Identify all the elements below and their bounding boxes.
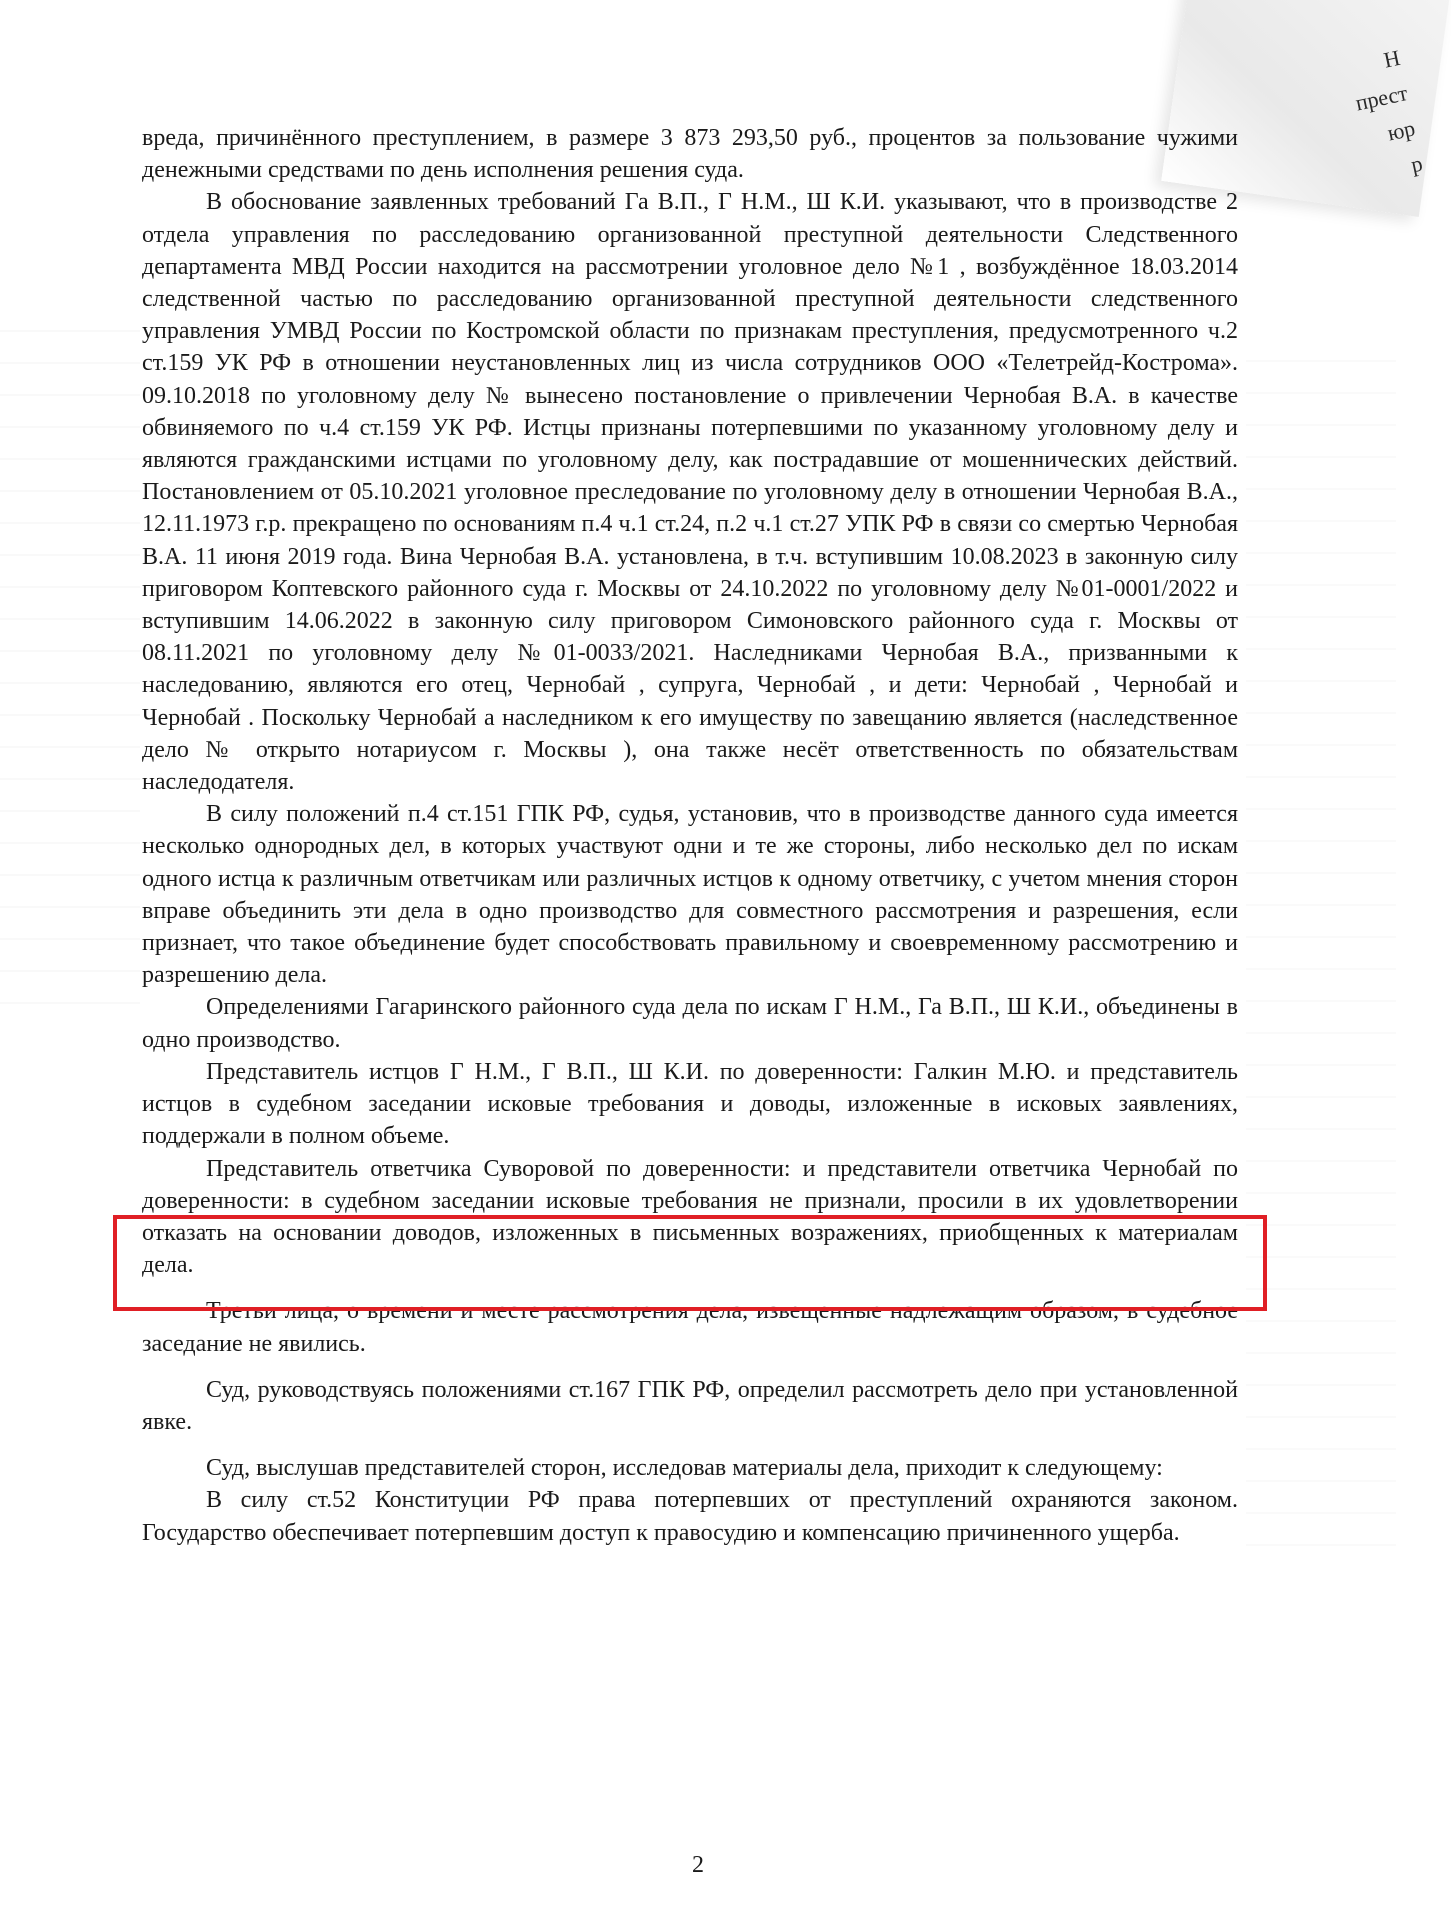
paragraph-plaintiff-representative: Представитель истцов Г Н.М., Г В.П., Ш К.И. по доверенности: Галкин М.Ю. и представитель истцов в судебном заседании исковые требования и доводы, изложенные в исковых заявлениях, поддержали в полном объеме.	[142, 1058, 1238, 1150]
reverse-side-bleed	[0, 330, 140, 1030]
paragraph-art-167: Суд, руководствуясь положениями ст.167 ГПК РФ, определил рассмотреть дело при установленной явке.	[142, 1376, 1238, 1435]
corner-text-fragment: Н прест юр р	[1353, 44, 1425, 178]
paragraph-third-parties: Третьи лица, о времени и месте рассмотрения дела, извещенные надлежащим образом, в судебное заседание не явились.	[142, 1298, 1238, 1357]
paragraph-gpk-151: В силу положений п.4 ст.151 ГПК РФ, судья, установив, что в производстве данного суда имеется несколько однородных дел, в которых участвуют одни и те же стороны, либо несколько дел по искам одного истца к различным ответчикам или различных истцов к одному ответчику, с учетом мнения сторон вправе объединить эти дела в одно производство для совместного рассмотрения и разрешения, если признает, что такое объединение будет способствовать правильному и своевременному рассмотрению и разрешению дела.	[142, 801, 1238, 989]
reverse-side-bleed-right	[1246, 360, 1396, 1560]
paragraph-damages: вреда, причинённого преступлением, в размере 3 873 293,50 руб., процентов за пользование чужими денежными средствами по день исполнения решения суда.	[142, 125, 1238, 184]
page-number: 2	[692, 1852, 704, 1878]
paragraph-court-finds: Суд, выслушав представителей сторон, исследовав материалы дела, приходит к следующему:	[206, 1455, 1163, 1482]
document-body	[142, 122, 1238, 1549]
paragraph-claims-basis: В обоснование заявленных требований Га В.П., Г Н.М., Ш К.И. указывают, что в производстве 2 отдела управления по расследованию организованной преступной деятельности Следственного департамента МВД России находится на рассмотрении уголовное дело №1 , возбуждённое 18.03.2014 следственной частью по расследованию организованной преступной деятельности следственного управления УМВД России по Костромской области по признакам преступления, предусмотренного ч.2 ст.159 УК РФ в отношении неустановленных лиц из числа сотрудников ООО «Телетрейд-Кострома». 09.10.2018 по уголовному делу № вынесено постановление о привлечении Чернобая В.А. в качестве обвиняемого по ч.4 ст.159 УК РФ. Истцы признаны потерпевшими по указанному уголовному делу и являются гражданскими истцами по уголовному делу, как пострадавшие от мошеннических действий. Постановлением от 05.10.2021 уголовное преследование по уголовному делу в отношении Чернобая В.А., 12.11.1973 г.р. прекращено по основаниям п.4 ч.1 ст.24, п.2 ч.1 ст.27 УПК РФ в связи со смертью Чернобая В.А. 11 июня 2019 года. Вина Чернобая В.А. установлена, в т.ч. вступившим 10.08.2023 в законную силу приговором Коптевского районного суда г. Москвы от 24.10.2022 по уголовному делу №01-0001/2022 и вступившим 14.06.2022 в законную силу приговором Симоновского районного суда г. Москвы от 08.11.2021 по уголовному делу №01-0033/2021. Наследниками Чернобая В.А., призванными к наследованию, являются его отец, Чернобай , супруга, Чернобай , и дети: Чернобай , Чернобай и Чернобай . Поскольку Чернобай а наследником к его имуществу по завещанию является (наследственное дело № открыто нотариусом г. Москвы ), она также несёт ответственность по обязательствам наследодателя.	[142, 189, 1238, 796]
paragraph-defendant-representative: Представитель ответчика Суворовой по доверенности: и представители ответчика Чернобай по доверенности: в судебном заседании исковые требования не признали, просили в их удовлетворении отказать на основании доводов, изложенных в письменных возражениях, приобщенных к материалам дела.	[142, 1155, 1238, 1279]
paragraph-merger: Определениями Гагаринского районного суда дела по искам Г Н.М., Га В.П., Ш К.И., объединены в одно производство.	[142, 994, 1238, 1053]
paragraph-constitution-52: В силу ст.52 Конституции РФ права потерпевших от преступлений охраняются законом. Государство обеспечивает потерпевшим доступ к правосудию и компенсацию причиненного ущерба.	[142, 1487, 1238, 1546]
red-highlight-box	[113, 1215, 1267, 1311]
